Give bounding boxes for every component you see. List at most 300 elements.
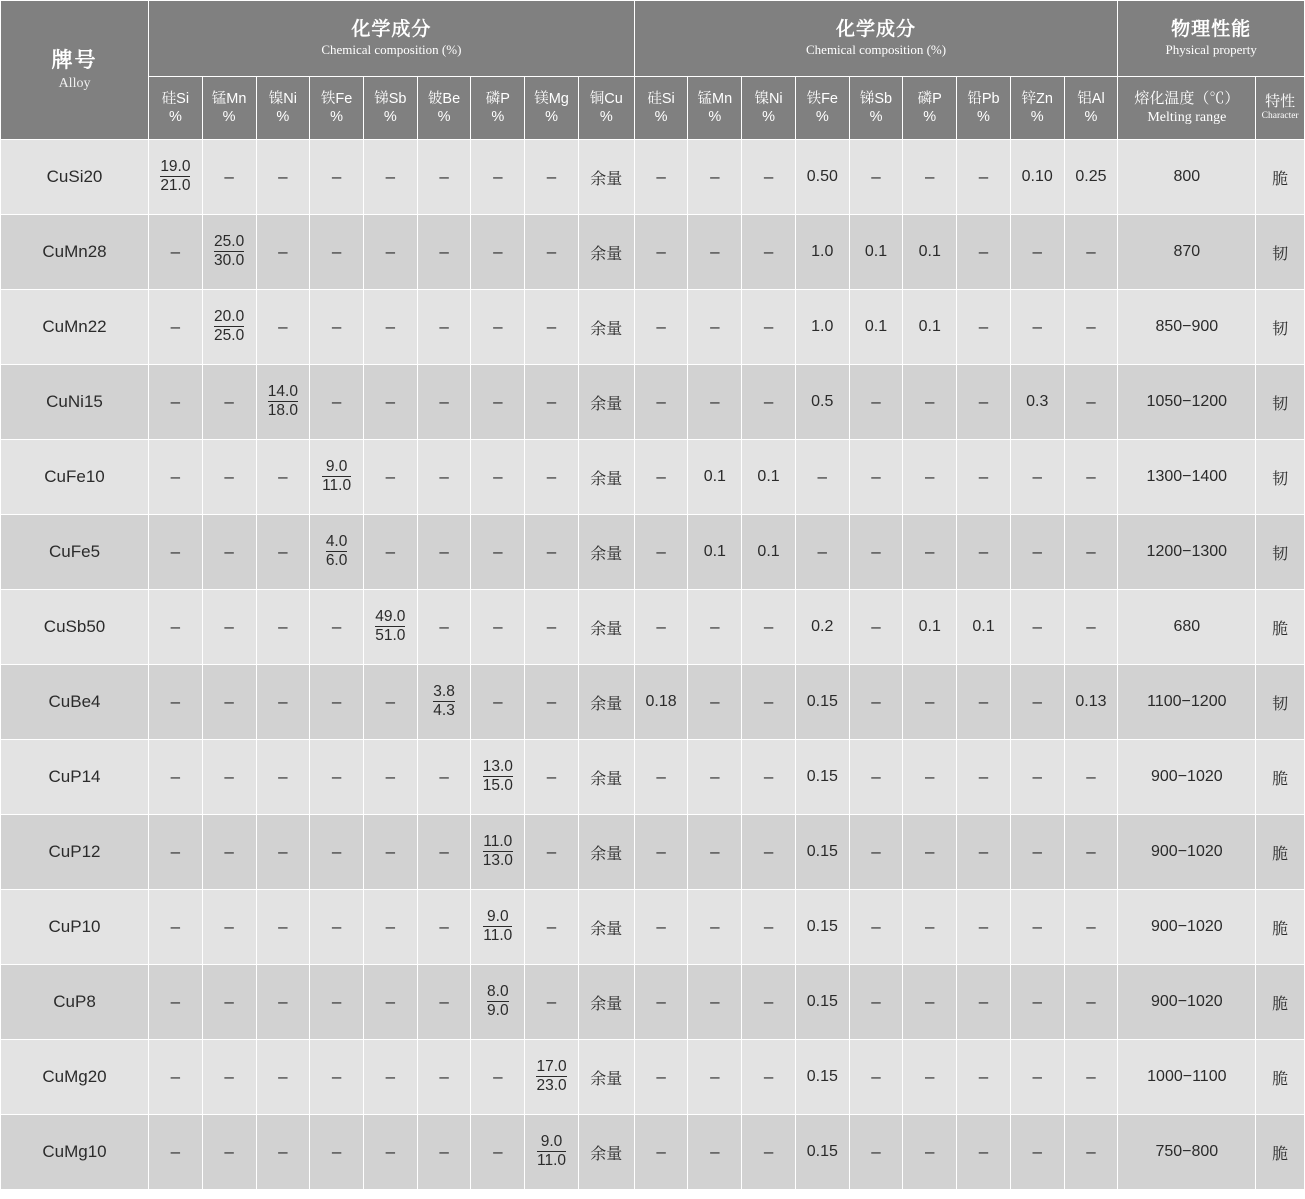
cell-r2-c10: – (688, 290, 742, 365)
cell-r7-c5 (417, 665, 471, 740)
cell-r5-c9: – (634, 515, 688, 590)
cell-r8-c4: – (363, 740, 417, 815)
cell-r8-c1: – (202, 740, 256, 815)
cell-r7-c9: 0.18 (634, 665, 688, 740)
cell-r12-c14: – (903, 1040, 957, 1115)
range-min: 9.0 (537, 1134, 566, 1152)
cell-r13-c17: – (1064, 1115, 1118, 1190)
cell-r9-c6 (471, 815, 525, 890)
header-col-1-label: 锰Mn (211, 90, 247, 107)
header-col-13-label: 锑Sb (859, 90, 893, 107)
cell-r3-c2 (256, 365, 310, 440)
cell-r8-c15: – (957, 740, 1011, 815)
table-row (1, 890, 1305, 965)
table-row (1, 740, 1305, 815)
cell-r6-c12: 0.2 (795, 590, 849, 665)
cell-r13-c6: – (471, 1115, 525, 1190)
cell-r12-c18: 1000−1100 (1118, 1040, 1256, 1115)
cell-alloy-name: CuMn28 (1, 215, 149, 290)
cell-r13-c9: – (634, 1115, 688, 1190)
cell-r11-c12: 0.15 (795, 965, 849, 1040)
cell-r10-c0: – (149, 890, 203, 965)
cell-r2-c19: 韧 (1256, 290, 1305, 365)
cell-r1-c15: – (957, 215, 1011, 290)
cell-r13-c13: – (849, 1115, 903, 1190)
cell-r4-c7: – (525, 440, 579, 515)
header-col-12-unit: % (815, 109, 829, 126)
cell-r8-c19: 脆 (1256, 740, 1305, 815)
cell-r9-c0: – (149, 815, 203, 890)
cell-r1-c6: – (471, 215, 525, 290)
header-col-7-label: 镁Mg (534, 90, 569, 107)
cell-r8-c3: – (310, 740, 364, 815)
cell-r4-c14: – (903, 440, 957, 515)
header-alloy-cn: 牌号 (51, 48, 98, 72)
cell-r8-c18: 900−1020 (1118, 740, 1256, 815)
cell-r11-c3: – (310, 965, 364, 1040)
cell-r9-c2: – (256, 815, 310, 890)
cell-r11-c15: – (957, 965, 1011, 1040)
range-min: 8.0 (487, 984, 509, 1002)
header-col-4 (363, 77, 417, 140)
header-col-7 (525, 77, 579, 140)
cell-r4-c19: 韧 (1256, 440, 1305, 515)
cell-r5-c12: – (795, 515, 849, 590)
cell-r8-c12: 0.15 (795, 740, 849, 815)
cell-r2-c12: 1.0 (795, 290, 849, 365)
cell-alloy-name: CuP10 (1, 890, 149, 965)
table-header (1, 1, 1305, 140)
cell-r8-c10: – (688, 740, 742, 815)
cell-r10-c15: – (957, 890, 1011, 965)
cell-r4-c16: – (1010, 440, 1064, 515)
cell-alloy-name: CuMg10 (1, 1115, 149, 1190)
cell-r3-c8: 余量 (578, 365, 634, 440)
cell-r0-c11: – (742, 140, 796, 215)
cell-r9-c15: – (957, 815, 1011, 890)
range-value (433, 684, 455, 720)
range-value (487, 984, 509, 1020)
cell-r8-c8: 余量 (578, 740, 634, 815)
cell-r12-c19: 脆 (1256, 1040, 1305, 1115)
cell-r1-c0: – (149, 215, 203, 290)
cell-r3-c6: – (471, 365, 525, 440)
header-col-14-label: 磷P (917, 90, 942, 107)
cell-r13-c11: – (742, 1115, 796, 1190)
cell-r7-c1: – (202, 665, 256, 740)
cell-r11-c18: 900−1020 (1118, 965, 1256, 1040)
cell-r0-c8: 余量 (578, 140, 634, 215)
header-group-row (1, 1, 1305, 77)
cell-r5-c15: – (957, 515, 1011, 590)
cell-r6-c4 (363, 590, 417, 665)
cell-r10-c11: – (742, 890, 796, 965)
cell-r11-c8: 余量 (578, 965, 634, 1040)
cell-r5-c16: – (1010, 515, 1064, 590)
cell-alloy-name: CuBe4 (1, 665, 149, 740)
cell-r6-c18: 680 (1118, 590, 1256, 665)
cell-r12-c2: – (256, 1040, 310, 1115)
range-min: 9.0 (322, 459, 351, 477)
cell-r9-c12: 0.15 (795, 815, 849, 890)
range-min: 4.0 (326, 534, 348, 552)
cell-r12-c3: – (310, 1040, 364, 1115)
cell-r7-c6: – (471, 665, 525, 740)
header-col-15-label: 铅Pb (967, 90, 1000, 107)
header-group1-en: Chemical composition (%) (321, 42, 462, 57)
range-min: 11.0 (483, 834, 513, 852)
header-col-0-label: 硅Si (161, 90, 190, 107)
cell-r7-c14: – (903, 665, 957, 740)
range-value (160, 159, 190, 195)
cell-r10-c2: – (256, 890, 310, 965)
cell-r6-c3: – (310, 590, 364, 665)
cell-r0-c14: – (903, 140, 957, 215)
cell-r8-c5: – (417, 740, 471, 815)
cell-r10-c17: – (1064, 890, 1118, 965)
cell-r11-c19: 脆 (1256, 965, 1305, 1040)
cell-r1-c2: – (256, 215, 310, 290)
cell-r7-c7: – (525, 665, 579, 740)
header-col-5-unit: % (437, 109, 451, 126)
range-max: 25.0 (214, 327, 245, 345)
cell-r8-c14: – (903, 740, 957, 815)
cell-r4-c4: – (363, 440, 417, 515)
cell-r0-c9: – (634, 140, 688, 215)
cell-r0-c13: – (849, 140, 903, 215)
cell-r3-c0: – (149, 365, 203, 440)
range-min: 25.0 (214, 234, 244, 252)
range-max: 9.0 (487, 1002, 509, 1020)
cell-r2-c5: – (417, 290, 471, 365)
cell-r5-c7: – (525, 515, 579, 590)
cell-r12-c10: – (688, 1040, 742, 1115)
table-row (1, 815, 1305, 890)
cell-r11-c14: – (903, 965, 957, 1040)
cell-r3-c15: – (957, 365, 1011, 440)
cell-r6-c7: – (525, 590, 579, 665)
cell-r2-c13: 0.1 (849, 290, 903, 365)
cell-r5-c17: – (1064, 515, 1118, 590)
header-col-4-label: 锑Sb (374, 90, 407, 107)
cell-r3-c11: – (742, 365, 796, 440)
range-max: 30.0 (214, 252, 245, 270)
table-row (1, 290, 1305, 365)
cell-r1-c13: 0.1 (849, 215, 903, 290)
cell-r2-c15: – (957, 290, 1011, 365)
cell-r3-c4: – (363, 365, 417, 440)
table-row (1, 1040, 1305, 1115)
cell-r9-c13: – (849, 815, 903, 890)
cell-r1-c18: 870 (1118, 215, 1256, 290)
cell-r12-c16: – (1010, 1040, 1064, 1115)
cell-r7-c3: – (310, 665, 364, 740)
cell-r10-c6 (471, 890, 525, 965)
cell-r10-c3: – (310, 890, 364, 965)
cell-r5-c13: – (849, 515, 903, 590)
header-col-18-unit: Melting range (1147, 109, 1227, 125)
cell-r3-c16: 0.3 (1010, 365, 1064, 440)
table-row (1, 1115, 1305, 1190)
cell-r8-c17: – (1064, 740, 1118, 815)
range-max: 15.0 (482, 777, 513, 795)
cell-r4-c0: – (149, 440, 203, 515)
cell-r11-c7: – (525, 965, 579, 1040)
cell-r11-c11: – (742, 965, 796, 1040)
cell-r5-c14: – (903, 515, 957, 590)
cell-r8-c11: – (742, 740, 796, 815)
header-alloy-en: Alloy (58, 75, 91, 91)
cell-r7-c8: 余量 (578, 665, 634, 740)
cell-r0-c10: – (688, 140, 742, 215)
cell-r2-c7: – (525, 290, 579, 365)
header-col-1-unit: % (222, 109, 236, 126)
cell-r12-c12: 0.15 (795, 1040, 849, 1115)
cell-alloy-name: CuFe10 (1, 440, 149, 515)
cell-r13-c0: – (149, 1115, 203, 1190)
cell-r9-c19: 脆 (1256, 815, 1305, 890)
header-col-15-unit: % (977, 109, 990, 126)
header-col-2-label: 镍Ni (268, 90, 297, 107)
cell-r2-c18: 850−900 (1118, 290, 1256, 365)
cell-r13-c16: – (1010, 1115, 1064, 1190)
cell-r3-c17: – (1064, 365, 1118, 440)
cell-r4-c18: 1300−1400 (1118, 440, 1256, 515)
cell-r2-c1 (202, 290, 256, 365)
cell-r9-c1: – (202, 815, 256, 890)
cell-r10-c10: – (688, 890, 742, 965)
cell-r5-c18: 1200−1300 (1118, 515, 1256, 590)
cell-r9-c18: 900−1020 (1118, 815, 1256, 890)
header-col-4-unit: % (383, 109, 397, 126)
header-col-11-unit: % (762, 109, 775, 126)
cell-r3-c10: – (688, 365, 742, 440)
header-col-19 (1256, 77, 1305, 140)
range-value (326, 534, 348, 570)
cell-r7-c10: – (688, 665, 742, 740)
table-row (1, 140, 1305, 215)
cell-r5-c10: 0.1 (688, 515, 742, 590)
cell-r2-c2: – (256, 290, 310, 365)
cell-r10-c8: 余量 (578, 890, 634, 965)
cell-r11-c16: – (1010, 965, 1064, 1040)
cell-r6-c1: – (202, 590, 256, 665)
range-max: 11.0 (537, 1152, 567, 1170)
range-max: 23.0 (536, 1077, 567, 1095)
cell-r1-c11: – (742, 215, 796, 290)
header-group-chemical-1 (149, 1, 635, 77)
cell-r6-c17: – (1064, 590, 1118, 665)
cell-r2-c16: – (1010, 290, 1064, 365)
cell-r12-c15: – (957, 1040, 1011, 1115)
cell-r12-c13: – (849, 1040, 903, 1115)
cell-r0-c5: – (417, 140, 471, 215)
cell-r10-c18: 900−1020 (1118, 890, 1256, 965)
range-value (483, 909, 512, 945)
cell-r2-c0: – (149, 290, 203, 365)
cell-r4-c9: – (634, 440, 688, 515)
cell-r4-c15: – (957, 440, 1011, 515)
cell-r11-c1: – (202, 965, 256, 1040)
cell-r10-c19: 脆 (1256, 890, 1305, 965)
header-col-18 (1118, 77, 1256, 140)
cell-r5-c2: – (256, 515, 310, 590)
range-max: 11.0 (322, 477, 352, 495)
cell-r2-c14: 0.1 (903, 290, 957, 365)
cell-r5-c0: – (149, 515, 203, 590)
cell-r10-c12: 0.15 (795, 890, 849, 965)
header-group3-cn: 物理性能 (1171, 19, 1252, 41)
header-col-16 (1010, 77, 1064, 140)
range-min: 17.0 (536, 1059, 566, 1077)
cell-r6-c6: – (471, 590, 525, 665)
header-col-15 (957, 77, 1011, 140)
header-group2-cn: 化学成分 (836, 19, 917, 41)
header-col-7-unit: % (545, 109, 558, 126)
cell-r2-c11: – (742, 290, 796, 365)
cell-r13-c3: – (310, 1115, 364, 1190)
cell-r1-c3: – (310, 215, 364, 290)
cell-r7-c11: – (742, 665, 796, 740)
cell-r11-c10: – (688, 965, 742, 1040)
cell-r0-c6: – (471, 140, 525, 215)
cell-r6-c11: – (742, 590, 796, 665)
header-col-11 (742, 77, 796, 140)
cell-r1-c19: 韧 (1256, 215, 1305, 290)
cell-r12-c1: – (202, 1040, 256, 1115)
cell-r7-c13: – (849, 665, 903, 740)
cell-r5-c1: – (202, 515, 256, 590)
cell-r9-c17: – (1064, 815, 1118, 890)
header-col-3-unit: % (330, 109, 344, 126)
header-col-0 (149, 77, 203, 140)
cell-r4-c6: – (471, 440, 525, 515)
cell-r5-c5: – (417, 515, 471, 590)
cell-r13-c4: – (363, 1115, 417, 1190)
cell-r13-c15: – (957, 1115, 1011, 1190)
cell-r11-c2: – (256, 965, 310, 1040)
header-col-16-unit: % (1030, 109, 1044, 126)
cell-r9-c11: – (742, 815, 796, 890)
range-value (537, 1134, 566, 1170)
header-col-9-label: 硅Si (647, 90, 675, 107)
cell-r0-c17: 0.25 (1064, 140, 1118, 215)
cell-r0-c4: – (363, 140, 417, 215)
cell-r7-c0: – (149, 665, 203, 740)
cell-r8-c6 (471, 740, 525, 815)
cell-r3-c14: – (903, 365, 957, 440)
cell-r1-c5: – (417, 215, 471, 290)
header-col-19-label: 特性 (1265, 92, 1296, 110)
cell-r0-c18: 800 (1118, 140, 1256, 215)
header-col-14 (903, 77, 957, 140)
cell-r4-c5: – (417, 440, 471, 515)
cell-r1-c16: – (1010, 215, 1064, 290)
cell-r2-c8: 余量 (578, 290, 634, 365)
cell-r0-c1: – (202, 140, 256, 215)
cell-r12-c7 (525, 1040, 579, 1115)
cell-r12-c8: 余量 (578, 1040, 634, 1115)
header-col-17-unit: % (1084, 109, 1098, 126)
cell-r10-c16: – (1010, 890, 1064, 965)
cell-r6-c16: – (1010, 590, 1064, 665)
header-col-10 (688, 77, 742, 140)
cell-r11-c5: – (417, 965, 471, 1040)
cell-r0-c15: – (957, 140, 1011, 215)
cell-r10-c5: – (417, 890, 471, 965)
cell-r1-c9: – (634, 215, 688, 290)
cell-alloy-name: CuMg20 (1, 1040, 149, 1115)
range-value (322, 459, 351, 495)
cell-r12-c9: – (634, 1040, 688, 1115)
range-value (268, 384, 298, 420)
header-col-13 (849, 77, 903, 140)
cell-alloy-name: CuP14 (1, 740, 149, 815)
cell-r8-c9: – (634, 740, 688, 815)
table-row (1, 365, 1305, 440)
range-min: 9.0 (483, 909, 512, 927)
range-value (536, 1059, 566, 1095)
cell-r7-c12: 0.15 (795, 665, 849, 740)
cell-r6-c14: 0.1 (903, 590, 957, 665)
cell-r2-c6: – (471, 290, 525, 365)
cell-r6-c10: – (688, 590, 742, 665)
cell-r12-c4: – (363, 1040, 417, 1115)
cell-r1-c17: – (1064, 215, 1118, 290)
header-col-1 (202, 77, 256, 140)
header-col-19-unit: Character (1261, 111, 1299, 122)
range-max: 4.3 (433, 702, 455, 720)
header-col-18-label: 熔化温度（℃） (1134, 89, 1240, 107)
range-value (375, 609, 405, 645)
header-col-0-unit: % (168, 109, 182, 126)
cell-r6-c0: – (149, 590, 203, 665)
cell-r12-c5: – (417, 1040, 471, 1115)
cell-r1-c4: – (363, 215, 417, 290)
cell-r13-c2: – (256, 1115, 310, 1190)
header-col-2 (256, 77, 310, 140)
table-row (1, 965, 1305, 1040)
header-col-3-label: 铁Fe (320, 90, 353, 107)
cell-alloy-name: CuSi20 (1, 140, 149, 215)
cell-r9-c8: 余量 (578, 815, 634, 890)
table-row (1, 215, 1305, 290)
header-col-13-unit: % (869, 109, 883, 126)
cell-r8-c7: – (525, 740, 579, 815)
cell-r1-c14: 0.1 (903, 215, 957, 290)
cell-r0-c2: – (256, 140, 310, 215)
cell-r2-c17: – (1064, 290, 1118, 365)
range-value (214, 309, 244, 345)
header-col-9 (634, 77, 688, 140)
range-min: 20.0 (214, 309, 244, 327)
cell-r12-c11: – (742, 1040, 796, 1115)
header-col-8-label: 铜Cu (589, 90, 623, 107)
cell-r3-c18: 1050−1200 (1118, 365, 1256, 440)
cell-alloy-name: CuNi15 (1, 365, 149, 440)
cell-r10-c7: – (525, 890, 579, 965)
header-col-5-label: 铍Be (427, 90, 461, 107)
header-alloy (1, 1, 149, 140)
cell-r6-c19: 脆 (1256, 590, 1305, 665)
header-col-8 (578, 77, 634, 140)
header-col-8-unit: % (599, 109, 613, 126)
cell-r13-c14: – (903, 1115, 957, 1190)
cell-r5-c4: – (363, 515, 417, 590)
cell-r11-c4: – (363, 965, 417, 1040)
cell-r5-c11: 0.1 (742, 515, 796, 590)
range-min: 13.0 (483, 759, 513, 777)
